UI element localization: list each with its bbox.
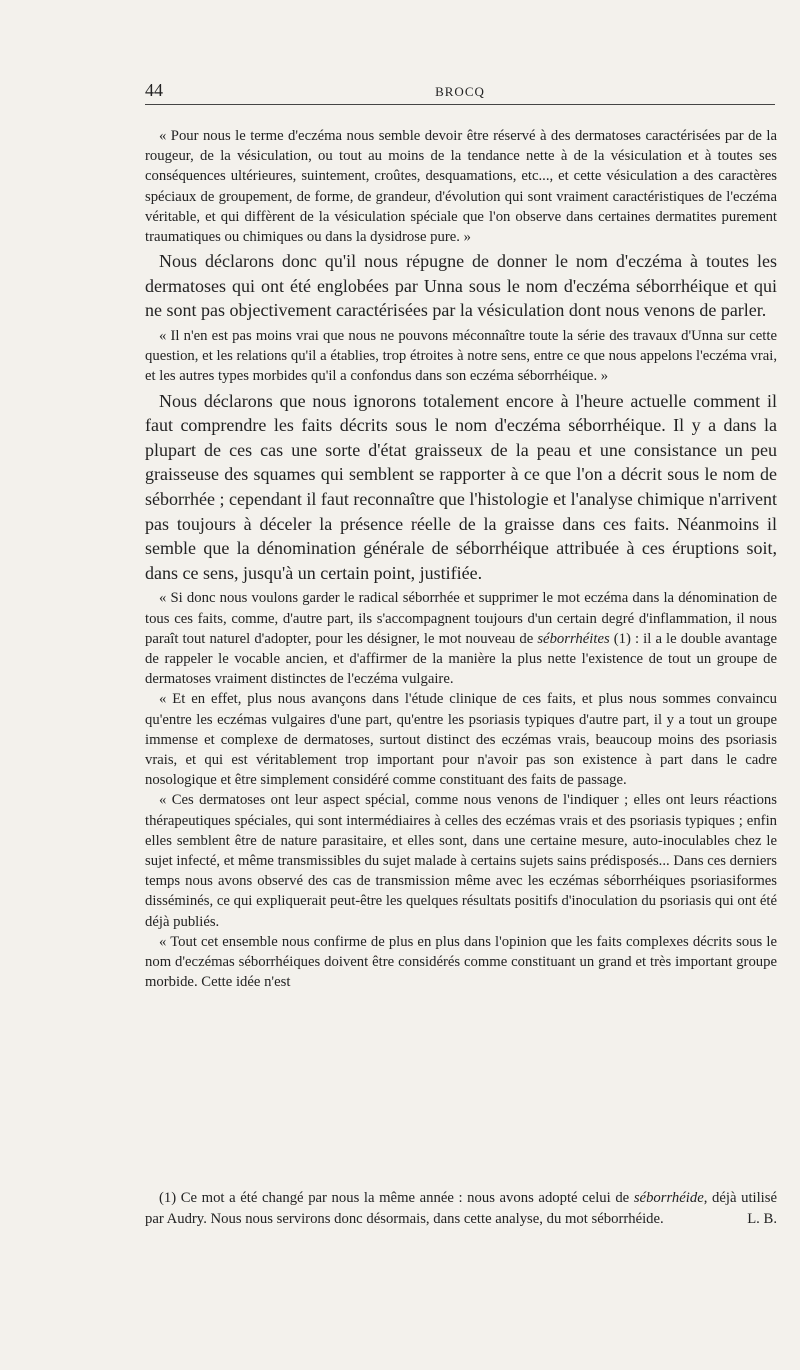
footnote-text (145, 1188, 777, 1229)
quote-paragraph: « Il n'en est pas moins vrai que nous ne pouvons méconnaître toute la série des travaux d'Unna sur cette question, et les relations qu'il a établies, trop étroites à notre sens, entre ce que nous appelons l'eczéma vrai, et les autres types morbides qu'il a confondus dans son eczéma séborrhéique. » (145, 328, 777, 385)
quote-paragraph: « Ces dermatoses ont leur aspect spécial, comme nous venons de l'indiquer ; elles ont leurs réactions thérapeutiques spéciales, qui sont intermédiaires à celles des eczémas vrais et des psoriasis typiques ; enfin elles semblent être de nature parasitaire, et elles sont, dans une certaine mesure, auto-inoculables chez le sujet infecté, et même transmissibles du sujet malade à certains sujets sains prédisposés... Dans ces derniers temps nous avons observé des cas de transmission même avec les eczémas séborrhéiques psoriasiformes disséminés, ce qui expliquerait peut-être les quelques résultats positifs d'inoculation du psoriasis qui ont été déjà publiés. (145, 792, 777, 930)
footnote-text-end: , déjà utilisé par Audry. Nous nous servirons donc désormais, dans cette analyse, du mot séborrhéide. (145, 1190, 777, 1227)
quote-paragraph: « Pour nous le terme d'eczéma nous semble devoir être réservé à des dermatoses caractérisées par de la rougeur, de la vésiculation, ou tout au moins de la tendance nette à de la vésiculation et à toutes ses conséquences ultérieures, suintement, croûtes, desquamations, etc..., et cette vésiculation a des caractères spéciaux de groupement, de forme, de grandeur, d'évolution qui sont vraiment caractéristiques de l'eczéma véritable, et qui diffèrent de la vésiculation spéciale que l'on observe dans certaines dermatites purement traumatiques ou chimiques ou dans la dysidrose pure. » (145, 128, 777, 246)
footnote-text-start: (1) Ce mot a été changé par nous la même année : nous avons adopté celui de (159, 1190, 634, 1206)
footnote-signature: L. B. (747, 1210, 777, 1227)
running-head: BROCQ (435, 84, 485, 99)
header-rule (145, 104, 775, 105)
quote-paragraph: « Tout cet ensemble nous confirme de plus en plus dans l'opinion que les faits complexes décrits sous le nom d'eczémas séborrhéiques doivent être considérés comme constituant un grand et très important groupe morbide. Cette idée n'est (145, 933, 777, 991)
body-paragraph: Nous déclarons donc qu'il nous répugne de donner le nom d'eczéma à toutes les dermatoses qui ont été englobées par Unna sous le nom d'eczéma séborrhéique et qui ne sont pas objectivement caractérisées par la vésiculation dont nous venons de parler. (145, 251, 777, 321)
emphasized-term: séborrhéites (537, 630, 610, 647)
footnote (145, 1188, 777, 1229)
quote-text: « Si donc nous voulons garder le radical séborrhée et supprimer le mot eczéma dans la dénomination de tous ces faits, comme, d'autre part, ils s'accompagnent toujours d'un certain degré d'inflammation, il nous paraît tout naturel d'adopter, pour les désigner, le mot nouveau de (145, 590, 777, 647)
quote-paragraph: « Et en effet, plus nous avançons dans l'étude clinique de ces faits, et plus nous sommes convaincu qu'entre les eczémas vulgaires d'une part, qu'entre les psoriasis typiques d'autre part, il y a tout un groupe immense et complexe de dermatoses, surtout distinct des eczémas vrais, beaucoup moins des psoriasis vrais, et qui est véritablement trop important pour n'avoir pas son existence à part dans le cadre nosologique et être simplement considéré comme constituant des faits de passage. (145, 691, 777, 789)
quote-paragraph (145, 588, 777, 689)
quote-text: (1) : il a le double avantage de rappeler le vocable ancien, et d'affirmer de la manière la plus nette l'existence de tout un groupe de dermatoses vraiment distinctes de l'eczéma vulgaire. (145, 630, 777, 688)
footnote-emphasis: séborrhéide (633, 1190, 704, 1206)
page-number: 44 (145, 80, 163, 100)
main-text (145, 126, 777, 992)
body-paragraph: Nous déclarons que nous ignorons totalement encore à l'heure actuelle comment il faut comprendre les faits décrits sous le nom d'eczéma séborrhéique. Il y a dans la plupart de ces cas une sorte d'état graisseux de la peau et une consistance un peu graisseuse des squames qui semblent se rapporter à ce que l'on a décrit sous le nom de séborrhée ; cependant il faut reconnaître que l'histologie et l'analyse chimique n'arrivent pas toujours à déceler la présence réelle de la graisse dans ces faits. Néanmoins il semble que la dénomination générale de séborrhéique attribuée à ces éruptions soit, dans ce sens, jusqu'à un certain point, justifiée. (145, 390, 777, 583)
